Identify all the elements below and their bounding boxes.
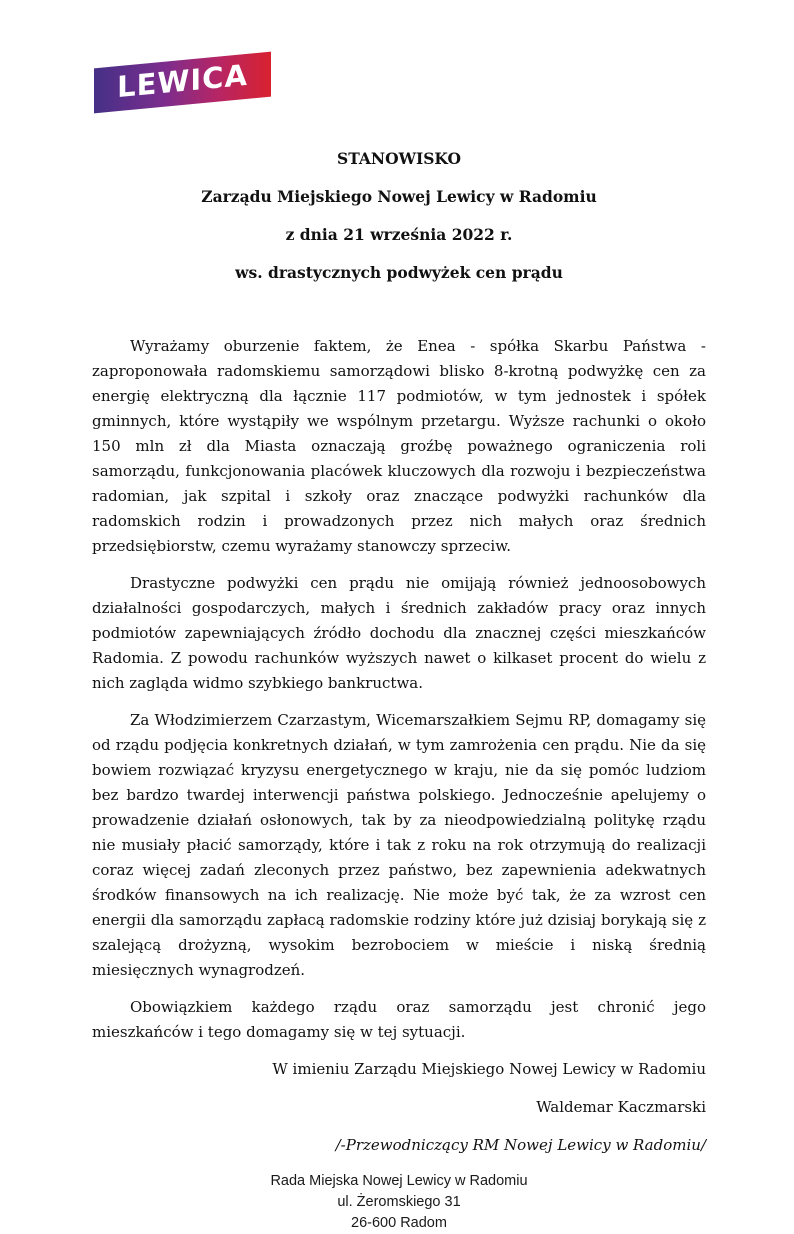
body-paragraph: Obowiązkiem każdego rządu oraz samorządu jest chronić jego mieszkańców i tego domagamy się w tej sytuacji. bbox=[92, 998, 706, 1041]
footer-street: ul. Żeromskiego 31 bbox=[337, 1194, 461, 1210]
signature-on-behalf: W imieniu Zarządu Miejskiego Nowej Lewicy w Radomiu bbox=[272, 1060, 706, 1078]
document-subtitle-date: z dnia 21 września 2022 r. bbox=[285, 225, 513, 244]
signature-role: /-Przewodniczący RM Nowej Lewicy w Radomiu/ bbox=[335, 1136, 706, 1154]
document-title: STANOWISKO bbox=[337, 149, 461, 168]
document-subtitle-organization: Zarządu Miejskiego Nowej Lewicy w Radomiu bbox=[201, 187, 597, 206]
document-body bbox=[92, 334, 706, 1045]
document-subtitle-subject: ws. drastycznych podwyżek cen prądu bbox=[235, 263, 563, 282]
body-paragraph: Za Włodzimierzem Czarzastym, Wicemarszałkiem Sejmu RP, domagamy się od rządu podjęcia konkretnych działań, w tym zamrożenia cen prądu. Nie da się bowiem rozwiązać kryzysu energetycznego w kraju, nie da się pomóc ludziom bez bardzo twardej interwencji państwa polskiego. Jednocześnie apelujemy o prowadzenie działań osłonowych, tak by za nieodpowiedzialną politykę rządu nie musiały płacić samorządy, które i tak z roku na rok otrzymują do realizacji coraz więcej zadań zleconych przez państwo, bez zapewnienia adekwatnych środków finansowych na ich realizację. Nie może być tak, że za wzrost cen energii dla samorządu zapłacą radomskie rodziny które już dzisiaj borykają się z szalejącą drożyzną, wysokim bezrobociem w mieście i niską średnią miesięcznych wynagrodzeń. bbox=[92, 711, 706, 979]
footer-organization: Rada Miejska Nowej Lewicy w Radomiu bbox=[270, 1173, 528, 1189]
lewica-logo-text: LEWICA bbox=[117, 57, 248, 105]
footer-address bbox=[92, 1171, 706, 1234]
body-paragraph: Wyrażamy oburzenie faktem, że Enea - spółka Skarbu Państwa - zaproponowała radomskiemu samorządowi blisko 8-krotną podwyżkę cen za energię elektryczną dla łącznie 117 podmiotów, w tym jednostek i spółek gminnych, które wystąpiły we wspólnym przetargu. Wyższe rachunki o około 150 mln zł dla Miasta oznaczają groźbę poważnego ograniczenia roli samorządu, funkcjonowania placówek kluczowych dla rozwoju i bezpieczeństwa radomian, jak szpital i szkoły oraz znaczące podwyżki rachunków dla radomskich rodzin i prowadzonych przez nich małych oraz średnich przedsiębiorstw, czemu wyrażamy stanowczy sprzeciw. bbox=[92, 337, 706, 555]
document-content bbox=[92, 0, 706, 1234]
footer-city: 26-600 Radom bbox=[351, 1215, 447, 1231]
signature-name: Waldemar Kaczmarski bbox=[536, 1098, 706, 1116]
signature-block bbox=[92, 1057, 706, 1158]
body-paragraph: Drastyczne podwyżki cen prądu nie omijają również jednoosobowych działalności gospodarczych, małych i średnich zakładów pracy oraz innych podmiotów zapewniających źródło dochodu dla znacznej części mieszkańców Radomia. Z powodu rachunków wyższych nawet o kilkaset procent do wielu z nich zagląda widmo szybkiego bankructwa. bbox=[92, 574, 706, 692]
document-header bbox=[92, 146, 706, 285]
